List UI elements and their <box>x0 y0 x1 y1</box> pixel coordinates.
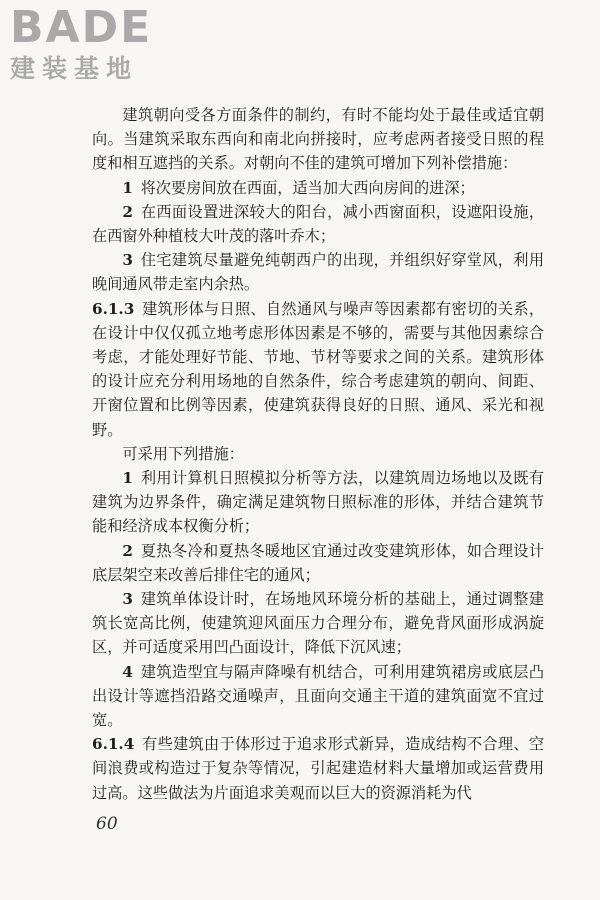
paragraph-measures <box>92 442 544 466</box>
list-item <box>92 248 544 296</box>
page-number: 60 <box>96 814 118 834</box>
item-number: 2 <box>122 541 133 560</box>
section-number: 6.1.4 <box>92 735 135 754</box>
item-number: 4 <box>122 662 133 681</box>
list-item <box>92 200 544 248</box>
page-body <box>92 103 544 805</box>
section-6-1-3 <box>92 297 544 442</box>
item-number: 3 <box>122 251 133 270</box>
item-text: 利用计算机日照模拟分析等方法，以建筑周边场地以及既有建筑为边界条件，确定满足建筑物日照标准的形体，并结合建筑节能和经济成本权衡分析； <box>92 469 544 536</box>
list-item <box>92 466 544 539</box>
paragraph-text: 建筑朝向受各方面条件的制约，有时不能均处于最佳或适宜朝向。当建筑采取东西向和南北向拼接时，应考虑两者接受日照的程度和相互遮挡的关系。对朝向不佳的建筑可增加下列补偿措施： <box>92 106 544 173</box>
paragraph-text: 可采用下列措施： <box>122 444 244 463</box>
list-item <box>92 176 544 200</box>
item-text: 建筑单体设计时，在场地风环境分析的基础上，通过调整建筑长宽高比例，使建筑迎风面压力合理分布，避免背风面形成涡旋区，并可适度采用凹凸面设计，降低下沉风速； <box>92 590 544 657</box>
logo-text-en: BADE <box>10 2 153 53</box>
paragraph-intro <box>92 103 544 176</box>
item-text: 住宅建筑尽量避免纯朝西户的出现，并组织好穿堂风，利用晚间通风带走室内余热。 <box>92 251 544 294</box>
section-text: 有些建筑由于体形过于追求形式新异，造成结构不合理、空间浪费或构造过于复杂等情况，引起建造材料大量增加或运营费用过高。这些做法为片面追求美观而以巨大的资源消耗为代 <box>92 735 544 802</box>
section-text: 建筑形体与日照、自然通风与噪声等因素都有密切的关系，在设计中仅仅孤立地考虑形体因素是不够的，需要与其他因素综合考虑，才能处理好节能、节地、节材等要求之间的关系。建筑形体的设计应充分利用场地的自然条件，综合考虑建筑的朝向、间距、开窗位置和比例等因素，使建筑获得良好的日照、通风、采光和视野。 <box>92 299 544 439</box>
section-number: 6.1.3 <box>92 299 135 318</box>
bade-logo <box>10 4 180 86</box>
logo-text-zh: 建装基地 <box>10 54 139 83</box>
item-text: 建筑造型宜与隔声降噪有机结合，可利用建筑裙房或底层凸出设计等遮挡沿路交通噪声，且面向交通主干道的建筑面宽不宜过宽。 <box>92 662 544 730</box>
item-text: 在西面设置进深较大的阳台，减小西窗面积，设遮阳设施，在西窗外种植枝大叶茂的落叶乔木； <box>92 202 544 246</box>
item-number: 3 <box>122 590 133 609</box>
list-item <box>92 660 544 733</box>
section-6-1-4 <box>92 732 544 805</box>
item-number: 1 <box>122 469 133 488</box>
item-text: 将次要房间放在西面，适当加大西向房间的进深； <box>140 178 475 197</box>
item-number: 2 <box>122 202 133 221</box>
list-item <box>92 539 544 587</box>
item-text: 夏热冬冷和夏热冬暖地区宜通过改变建筑形体，如合理设计底层架空来改善后排住宅的通风； <box>92 541 544 584</box>
item-number: 1 <box>122 178 133 197</box>
list-item <box>92 587 544 660</box>
